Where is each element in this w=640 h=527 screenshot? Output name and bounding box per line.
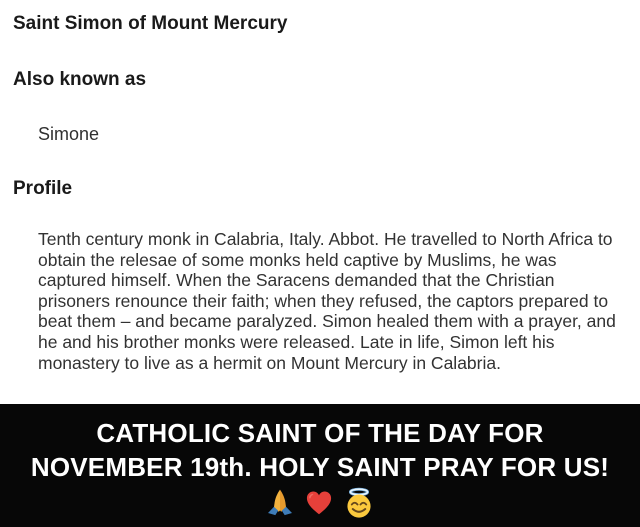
section-heading-also-known-as: Also known as (13, 69, 147, 90)
banner-line-2: NOVEMBER 19th. HOLY SAINT PRAY FOR US! (30, 452, 610, 482)
also-known-as-value: Simone (38, 124, 100, 144)
caption-banner (0, 404, 640, 527)
banner-line-1: CATHOLIC SAINT OF THE DAY FOR (96, 418, 544, 448)
section-heading-profile: Profile (13, 178, 73, 199)
page-title: Saint Simon of Mount Mercury (13, 13, 288, 34)
smiling-face-with-halo-icon (343, 487, 375, 519)
saint-article (0, 12, 640, 404)
profile-text: Tenth century monk in Calabria, Italy. Abbot. He travelled to North Africa to obtain the relesae of some monks held captive by Muslims, he was captured himself. When the Saracens demanded that the Christian prisoners renounce their faith; when they refused, the captors prepared to beat them – and became paralyzed. Simon healed them with a prayer, and he and his brother monks were released. Late in life, Simon left his monastery to live as a hermit on Mount Mercury in Calabria. (38, 229, 616, 373)
folded-hands-icon (265, 488, 295, 518)
red-heart-icon (303, 488, 335, 518)
emoji-row (0, 487, 640, 519)
